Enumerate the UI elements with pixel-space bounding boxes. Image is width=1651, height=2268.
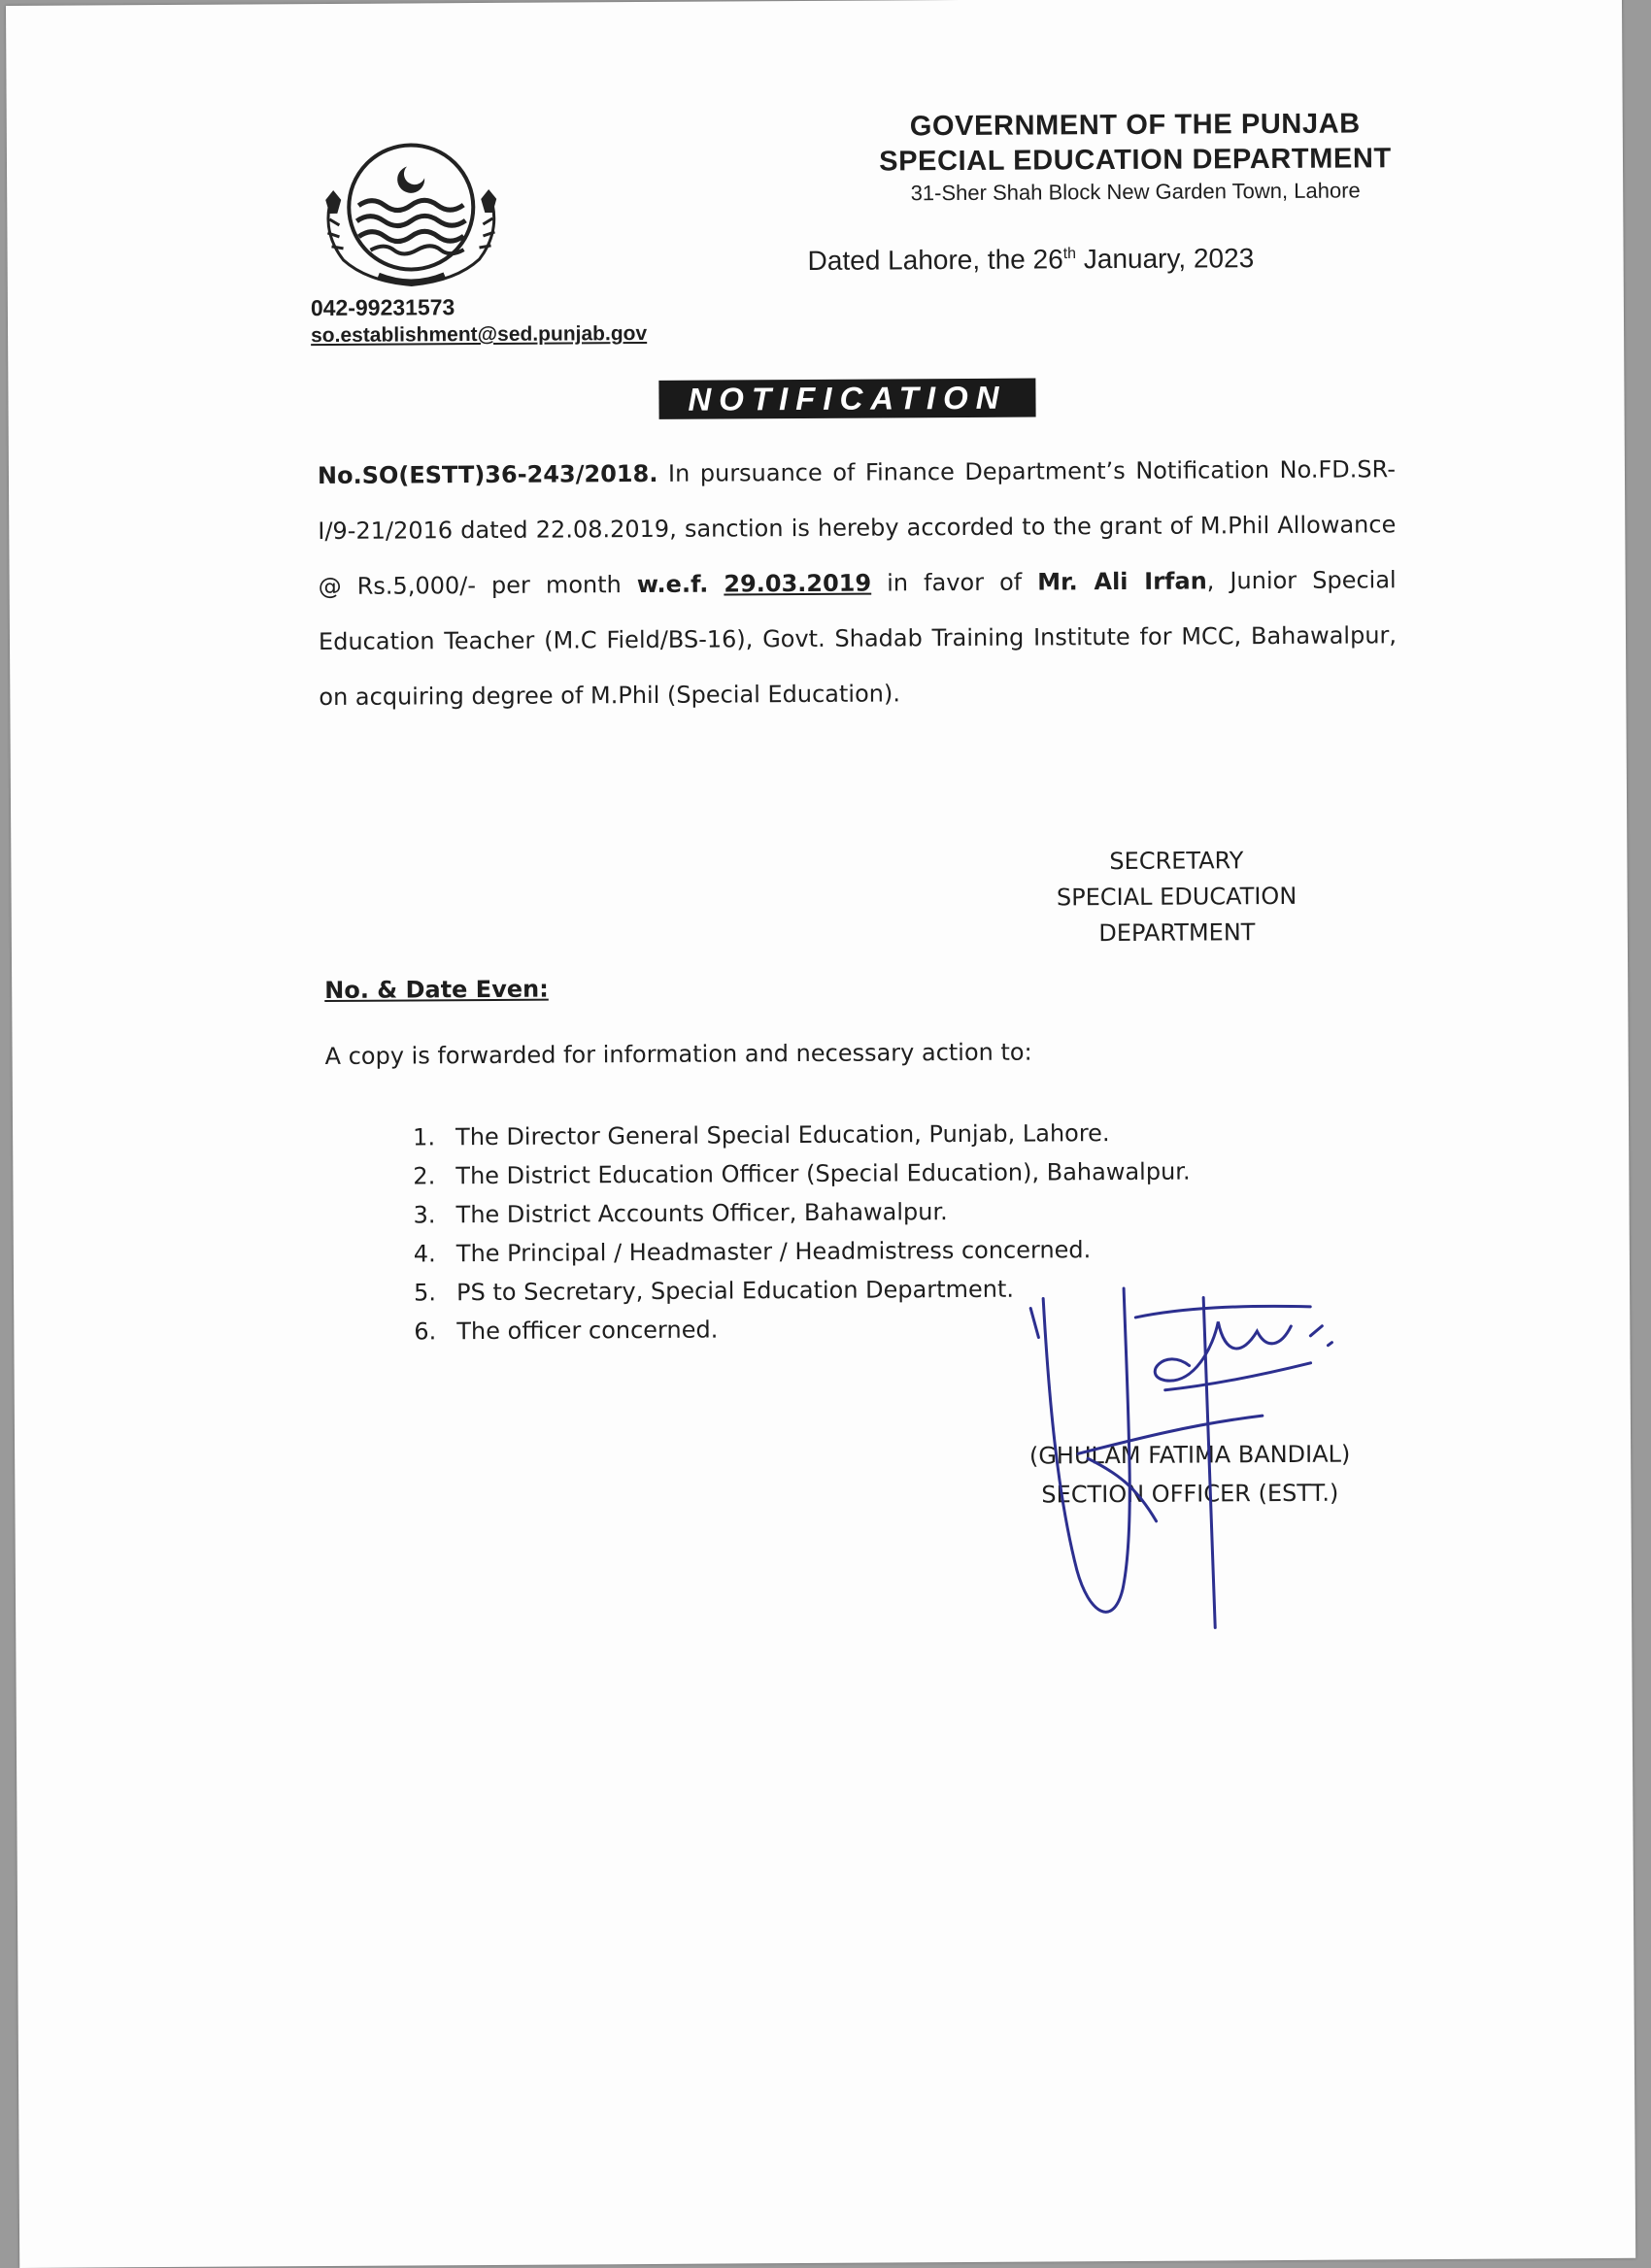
- wef-label: w.e.f.: [636, 570, 709, 599]
- dated-line: [808, 243, 1255, 277]
- employee-name: Mr. Ali Irfan: [1037, 567, 1207, 596]
- body-text-1: In pursuance of Finance Department’s Notification No.FD.SR-I/9-21/2016 dated 22.08.2019, sanction is hereby accorded to the grant of M.Phil Allowance @ Rs.5,000/- per month: [318, 455, 1397, 601]
- email-link[interactable]: so.establishment@sed.punjab.gov: [311, 321, 648, 348]
- wef-date: 29.03.2019: [724, 569, 872, 598]
- body-text-2: in favor of: [871, 568, 1038, 597]
- signatory-designation: SECTION OFFICER (ESTT.): [1041, 1479, 1339, 1509]
- copy-forward-intro: A copy is forwarded for information and necessary action to:: [324, 1038, 1032, 1071]
- secretary-line-1: SECRETARY: [1109, 847, 1244, 876]
- notification-title: NOTIFICATION: [658, 379, 1035, 419]
- list-item: 2. The District Education Officer (Special Education), Bahawalpur.: [413, 1157, 1191, 1190]
- punjab-government-emblem-icon: [316, 137, 507, 289]
- list-item: 1. The Director General Special Education, Punjab, Lahore.: [413, 1119, 1110, 1151]
- dated-suffix: January, 2023: [1075, 243, 1255, 275]
- letterhead-address: 31-Sher Shah Block New Garden Town, Lahore: [910, 178, 1361, 206]
- list-item: 5. PS to Secretary, Special Education Department.: [414, 1275, 1015, 1307]
- dated-prefix: Dated Lahore, the 26: [807, 244, 1063, 276]
- secretary-block: [1021, 843, 1332, 952]
- reference-number: No.SO(ESTT)36-243/2018.: [317, 459, 658, 490]
- document-page: [6, 0, 1635, 2268]
- letterhead: [795, 106, 1476, 209]
- secretary-line-2: SPECIAL EDUCATION: [1056, 882, 1297, 912]
- handwritten-signature: [1019, 1277, 1370, 1638]
- secretary-line-3: DEPARTMENT: [1098, 918, 1256, 948]
- list-item: 6. The officer concerned.: [414, 1316, 719, 1346]
- letterhead-department: SPECIAL EDUCATION DEPARTMENT: [879, 143, 1392, 178]
- letterhead-government: GOVERNMENT OF THE PUNJAB: [909, 108, 1361, 143]
- body-text-3: , Junior Special Education Teacher (M.C Field/BS-16), Govt. Shadab Training Institute for MCC, Bahawalpur, on acquiring degree of M.Phil (Special Education).: [318, 566, 1398, 712]
- number-date-even: No. & Date Even:: [324, 975, 549, 1005]
- signatory-name: (GHULAM FATIMA BANDIAL): [1028, 1440, 1351, 1470]
- list-item: 4. The Principal / Headmaster / Headmistress concerned.: [413, 1236, 1092, 1268]
- dated-sup: th: [1062, 245, 1077, 263]
- list-item: 3. The District Accounts Officer, Bahawalpur.: [413, 1198, 948, 1229]
- phone-number: 042-99231573: [310, 294, 455, 321]
- notification-body: [318, 442, 1398, 725]
